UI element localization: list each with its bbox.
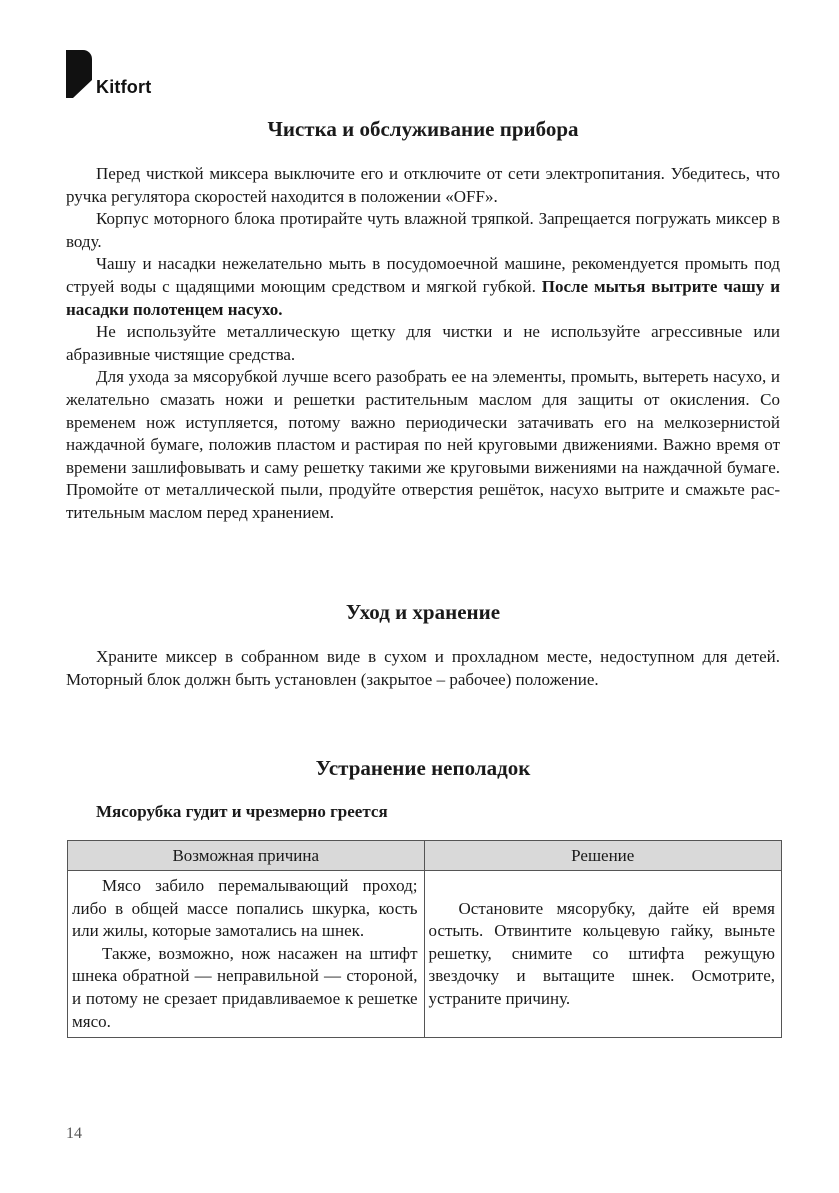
table-row: [68, 871, 782, 1038]
page-number: 14: [66, 1125, 82, 1142]
storage-paragraph: Храните миксер в собранном виде в сухом и прохладном месте, недоступном для детей. Моторный блок должн быть установлен (закрытое – рабочее) положение.: [66, 647, 780, 689]
cleaning-paragraph-5: Для ухода за мясорубкой лучше всего разобрать ее на элементы, промыть, вытереть насухо, и желательно смазать ножи и решетки растительным маслом для защиты от окисления. Со временем нож иступляется, потому важно периодически затачивать его на мелкозернистой наждачной бумаге, положив пластом и растирая по ней круговыми движениями. Важно время от времени зашлифовывать и саму решетку такими же круговыми вижениями на наждачной бумаге. Промойте от металлической пыли, продуйте отверстия решёток, насухо вытрите и смажьте растительным маслом перед хранением.: [66, 367, 780, 522]
kitfort-logo: [66, 50, 186, 98]
cleaning-paragraph-3-text: Чашу и насадки нежелательно мыть в посудомоечной машине, рекомендуется промыть под струей воды с щадящими моющим средством и мягкой губкой.: [66, 254, 780, 296]
cleaning-paragraph-3: [66, 253, 780, 321]
solution-cell: [424, 871, 781, 1038]
cause-paragraph-2: Также, возможно, нож насажен на штифт шнека обратной — неправильной — стороной, и потому не срезает придавливаемое к решетке мясо.: [72, 943, 418, 1031]
cleaning-paragraph-1: Перед чисткой миксера выключите его и отключите от сети электропитания. Убедитесь, что ручка регулятора скоростей находится в положении «OFF».: [66, 164, 780, 206]
cause-paragraph-1: Мясо забило перемалывающий проход; либо в общей массе попались шкурка, кость или жилы, которые замотались на шнек.: [72, 876, 418, 941]
table-header-cause: Возможная причина: [68, 841, 425, 871]
cleaning-paragraph-2: Корпус моторного блока протирайте чуть влажной тряпкой. Запрещается погружать миксер в воду.: [66, 209, 780, 251]
table-header-solution: Решение: [424, 841, 781, 871]
cleaning-section: [66, 114, 780, 525]
troubleshooting-title: Устранение неполадок: [315, 756, 531, 780]
kitfort-logo-icon: [66, 50, 92, 98]
cleaning-paragraph-4: Не используйте металлическую щетку для чистки и не используйте агрессивные или абразивные чистящие средства.: [66, 322, 780, 364]
cleaning-title: Чистка и обслуживание прибора: [267, 117, 579, 141]
brand-name: Kitfort: [96, 77, 152, 97]
solution-paragraph: Остановите мясорубку, дайте ей время остыть. Отвинтите кольцевую гайку, выньте решетку, снимите со штифта режущую звездочку и вытащите шнек. Осмотрите, устраните причину.: [428, 898, 775, 1008]
cleaning-paragraph-3-bold: После мытья вытрите чашу и насадки полотенцем насухо.: [66, 276, 780, 319]
table-header-row: [68, 841, 782, 871]
troubleshooting-table: [67, 840, 782, 1038]
cause-cell: [68, 871, 425, 1038]
storage-body: [66, 646, 780, 691]
troubleshooting-subheading: Мясорубка гудит и чрезмерно греется: [96, 802, 388, 821]
cleaning-body: [66, 163, 780, 525]
storage-title: Уход и хранение: [345, 600, 501, 624]
